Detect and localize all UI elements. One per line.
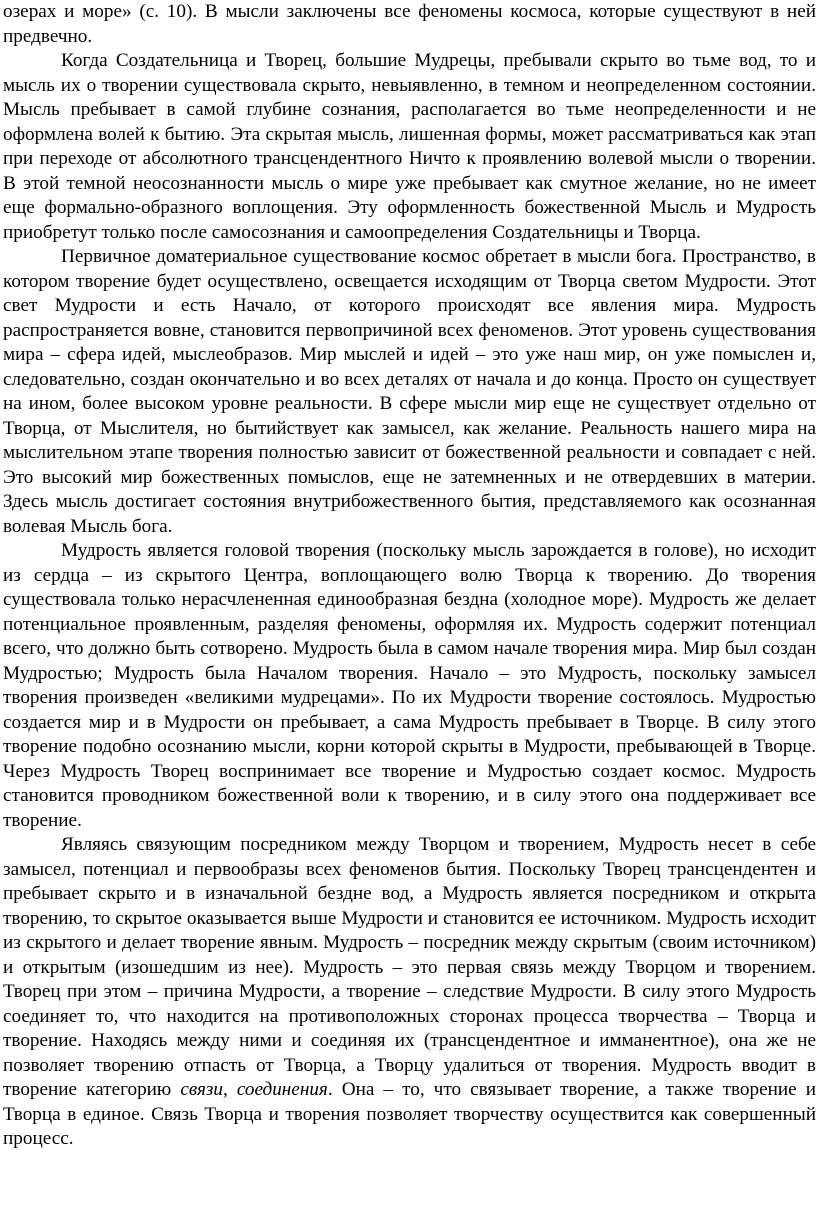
paragraph-2: Когда Создательница и Творец, большие Мудрецы, пребывали скрыто во тьме вод, то и мысль их о творении существовала скрыто, невыявленно, в темном и неопределенном состоянии. Мысль пребывает в самой глубине сознания, располагается во тьме неопределенности и не оформлена волей к бытию. Эта скрытая мысль, лишенная формы, может рассматриваться как этап при переходе от абсолютного трансцендентного Ничто к проявлению волевой мысли о творении. В этой темной неосознанности мысль о мире уже пребывает как смутное желание, но не имеет еще формально-образного воплощения. Эту оформленность божественной Мысль и Мудрость приобретут только после самосознания и самоопределения Создательницы и Творца. [3,50,816,243]
paragraph-4: Мудрость является головой творения (поскольку мысль зарождается в голове), но исходит из сердца – из скрытого Центра, воплощающего волю Творца к творению. До творения существовала только нерасчлененная единообразная бездна (холодное море). Мудрость же делает потенциальное проявленным, разделяя феномены, оформляя их. Мудрость содержит потенциал всего, что должно быть сотворено. Мудрость была в самом начале творения мира. Мир был создан Мудростью; Мудрость была Началом творения. Начало – это Мудрость, поскольку замысел творения произведен «великими мудрецами». По их Мудрости творение состоялось. Мудростью создается мир и в Мудрости он пребывает, а сама Мудрость пребывает в Творце. В силу этого творение подобно осознанию мысли, корни которой скрыты в Мудрости, пребывающей в Творце. Через Мудрость Творец воспринимает все творение и Мудростью создает космос. Мудрость становится проводником божественной воли к творению, и в силу этого она поддерживает все творение. [3,540,816,831]
paragraph-3: Первичное доматериальное существование космос обретает в мысли бога. Пространство, в котором творение будет осуществлено, освещается исходящим от Творца светом Мудрости. Этот свет Мудрости и есть Начало, от которого происходят все явления мира. Мудрость распространяется вовне, становится первопричиной всех феноменов. Этот уровень существования мира – сфера идей, мыслеобразов. Мир мыслей и идей – это уже наш мир, он уже помыслен и, следовательно, создан окончательно и во всех деталях от начала и до конца. Просто он существует на ином, более высоком уровне реальности. В сфере мысли мир еще не существует отдельно от Творца, от Мыслителя, но бытийствует как замысел, как желание. Реальность нашего мира на мыслительном этапе творения полностью зависит от божественной реальности и совпадает с ней. Это высокий мир божественных помыслов, еще не затемненных и не отвердевших в материи. Здесь мысль достигает состояния внутрибожественного бытия, представляемого как осознанная волевая Мысль бога. [3,246,816,537]
document-text [3,0,816,1152]
italic-phrase: связи, соединения [180,1079,328,1100]
paragraph-1-continuation: озерах и море» (с. 10). В мысли заключены все феномены космоса, которые существуют в ней предвечно. [3,1,816,47]
paragraph-5-tail: . Она – то, что связывает творение, а также творение и Творца в единое. Связь Творца и творения позволяет творчеству осуществится как совершенный процесс. [3,1079,816,1149]
paragraph-5-body: Являясь связующим посредником между Творцом и творением, Мудрость несет в себе замысел, потенциал и первообразы всех феноменов бытия. Поскольку Творец трансцендентен и пребывает скрыто и в изначальной бездне вод, а Мудрость является посредником и открыта творению, то скрытое оказывается выше Мудрости и становится ее источником. Мудрость исходит из скрытого и делает творение явным. Мудрость – посредник между скрытым (своим источником) и открытым (изошедшим из нее). Мудрость – это первая связь между Творцом и творением. Творец при этом – причина Мудрости, а творение – следствие Мудрости. В силу этого Мудрость соединяет то, что находится на противоположных сторонах процесса творчества – Творца и творение. Находясь между ними и соединяя их (трансцендентное и имманентное), она же не позволяет творению отпасть от Творца, а Творцу удалиться от творения. Мудрость вводит в творение категорию [3,834,816,1100]
paragraph-5 [3,833,816,1152]
